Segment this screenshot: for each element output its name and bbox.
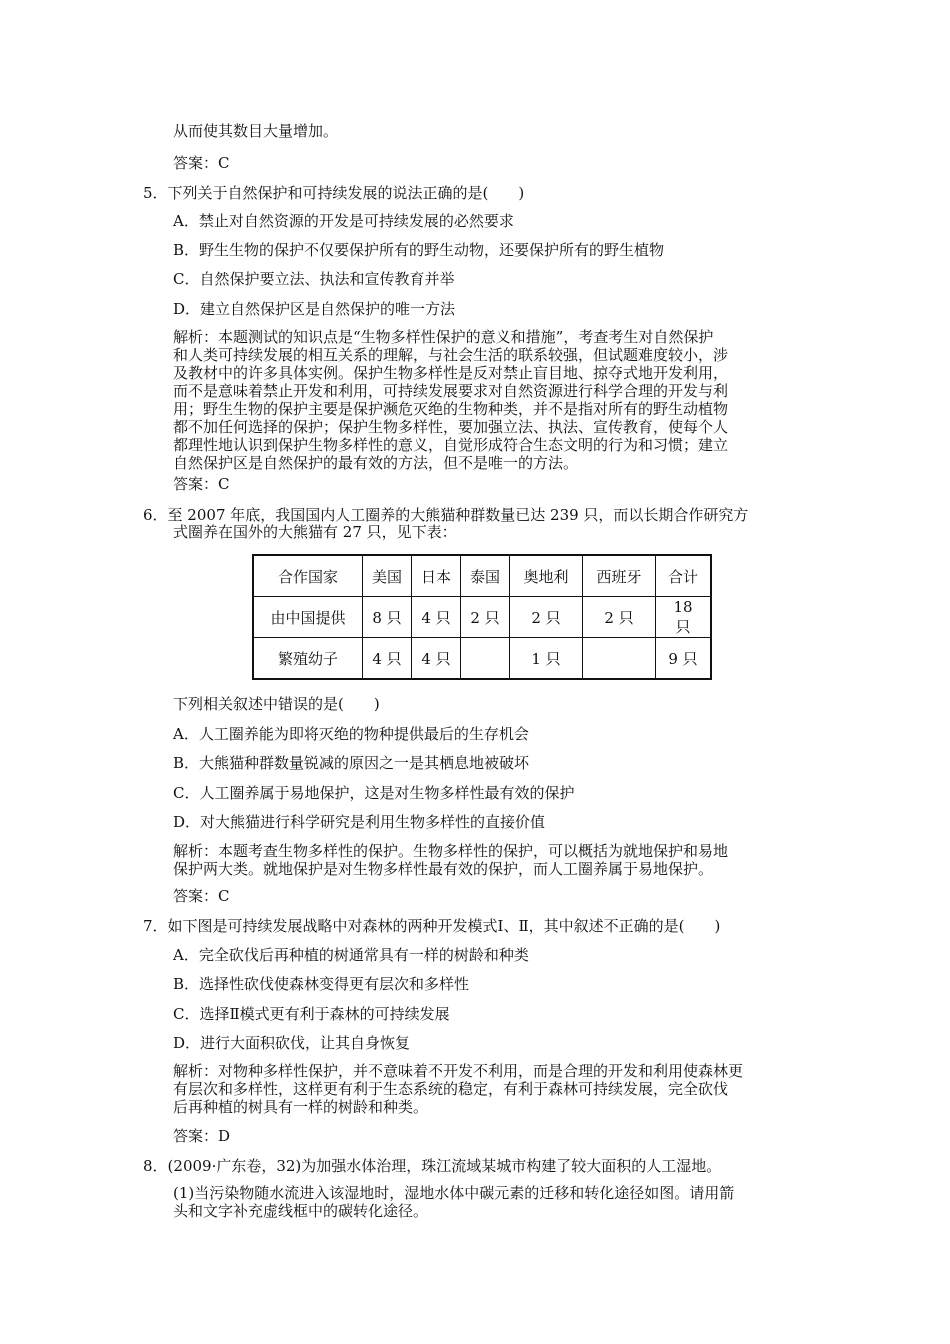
explanation-line: 解析：对物种多样性保护，并不意味着不开发不利用，而是合理的开发和利用使森林更: [173, 1062, 744, 1080]
explanation-line: 都理性地认识到保护生物多样性的意义，自觉形成符合生态文明的行为和习惯；建立: [173, 436, 729, 454]
question-6-stem: 下列相关叙述中错误的是( ): [173, 695, 380, 713]
explanation-line: 及教材中的许多具体实例。保护生物多样性是反对禁止盲目地、掠夺式地开发利用，: [173, 364, 729, 382]
answer-7: 答案：D: [173, 1127, 231, 1145]
table-row: [253, 597, 711, 638]
table-cell: 2 只: [461, 597, 510, 638]
table-cell: 8 只: [363, 597, 412, 638]
option-6b: B．大熊猫种群数量锐减的原因之一是其栖息地被破坏: [173, 754, 530, 772]
question-7: 7．如下图是可持续发展战略中对森林的两种开发模式Ⅰ、Ⅱ，其中叙述不正确的是( ): [143, 917, 721, 935]
option-7b: B．选择性砍伐使森林变得更有层次和多样性: [173, 975, 470, 993]
table-cell: 繁殖幼子: [253, 638, 363, 680]
option-5b: B．野生生物的保护不仅要保护所有的野生动物，还要保护所有的野生植物: [173, 241, 665, 259]
option-6c: C．人工圈养属于易地保护，这是对生物多样性最有效的保护: [173, 784, 575, 802]
option-7d: D．进行大面积砍伐，让其自身恢复: [173, 1034, 411, 1052]
answer-5: 答案：C: [173, 475, 230, 493]
option-5d: D．建立自然保护区是自然保护的唯一方法: [173, 300, 456, 318]
table-cell: [583, 638, 656, 680]
option-7c: C．选择Ⅱ模式更有利于森林的可持续发展: [173, 1005, 450, 1023]
question-8: 8．(2009·广东卷，32)为加强水体治理，珠江流域某城市构建了较大面积的人工湿地。: [143, 1157, 722, 1175]
question-6-line1: 6．至 2007 年底，我国国内人工圈养的大熊猫种群数量已达 239 只，而以长期合作研究方: [143, 506, 749, 524]
explanation-line: 而不是意味着禁止开发和利用，可持续发展要求对自然资源进行科学合理的开发与利: [173, 382, 729, 400]
explanation-line: 用；野生生物的保护主要是保护濒危灭绝的生物种类，并不是指对所有的野生动植物: [173, 400, 729, 418]
question-line: (1)当污染物随水流进入该湿地时，湿地水体中碳元素的迁移和转化途径如图。请用箭: [173, 1184, 735, 1202]
option-7a: A．完全砍伐后再种植的树通常具有一样的树龄和种类: [173, 946, 529, 964]
explanation-line: 有层次和多样性，这样更有利于生态系统的稳定，有利于森林可持续发展，完全砍伐: [173, 1080, 729, 1098]
table-cell: 1 只: [510, 638, 583, 680]
table-cell: 2 只: [510, 597, 583, 638]
table-cell: [461, 638, 510, 680]
table-header-cell: 合作国家: [253, 555, 363, 597]
table-header-cell: 美国: [363, 555, 412, 597]
table-cell: 4 只: [412, 638, 461, 680]
question-5: 5．下列关于自然保护和可持续发展的说法正确的是( ): [143, 184, 525, 202]
option-5a: A．禁止对自然资源的开发是可持续发展的必然要求: [173, 212, 514, 230]
explanation-line: 自然保护区是自然保护的最有效的方法，但不是唯一的方法。: [173, 454, 579, 472]
table-header-cell: 日本: [412, 555, 461, 597]
table-cell: 18 只: [656, 597, 712, 638]
table-row: [253, 638, 711, 680]
table-cell: 2 只: [583, 597, 656, 638]
panda-table: [252, 554, 712, 680]
explanation-5: [173, 328, 813, 472]
table-cell: 由中国提供: [253, 597, 363, 638]
explanation-line: 解析：本题考查生物多样性的保护。生物多样性的保护，可以概括为就地保护和易地: [173, 842, 729, 860]
table-cell: 9 只: [656, 638, 712, 680]
explanation-line: 都不加任何选择的保护；保护生物多样性，要加强立法、执法、宣传教育，使每个人: [173, 418, 729, 436]
option-6d: D．对大熊猫进行科学研究是利用生物多样性的直接价值: [173, 813, 546, 831]
table-header-cell: 奥地利: [510, 555, 583, 597]
table-cell: 4 只: [412, 597, 461, 638]
explanation-line: 解析：本题测试的知识点是“生物多样性保护的意义和措施”，考查考生对自然保护: [173, 328, 714, 346]
answer-6: 答案：C: [173, 887, 230, 905]
option-6a: A．人工圈养能为即将灭绝的物种提供最后的生存机会: [173, 725, 529, 743]
explanation-6: [173, 842, 813, 878]
text-line: 从而使其数目大量增加。: [173, 122, 339, 140]
table-cell: 4 只: [363, 638, 412, 680]
question-8-part1: [173, 1184, 813, 1220]
question-6-line2: 式圈养在国外的大熊猫有 27 只，见下表：: [173, 523, 457, 541]
option-5c: C．自然保护要立法、执法和宣传教育并举: [173, 270, 455, 288]
table-header-cell: 泰国: [461, 555, 510, 597]
explanation-line: 保护两大类。就地保护是对生物多样性最有效的保护，而人工圈养属于易地保护。: [173, 860, 714, 878]
table-header-row: [253, 555, 711, 597]
table-header-cell: 西班牙: [583, 555, 656, 597]
explanation-7: [173, 1062, 813, 1116]
explanation-line: 和人类可持续发展的相互关系的理解，与社会生活的联系较强，但试题难度较小，涉: [173, 346, 729, 364]
question-line: 头和文字补充虚线框中的碳转化途径。: [173, 1202, 429, 1220]
table-header-cell: 合计: [656, 555, 712, 597]
answer-4: 答案：C: [173, 154, 230, 172]
explanation-line: 后再种植的树具有一样的树龄和种类。: [173, 1098, 429, 1116]
